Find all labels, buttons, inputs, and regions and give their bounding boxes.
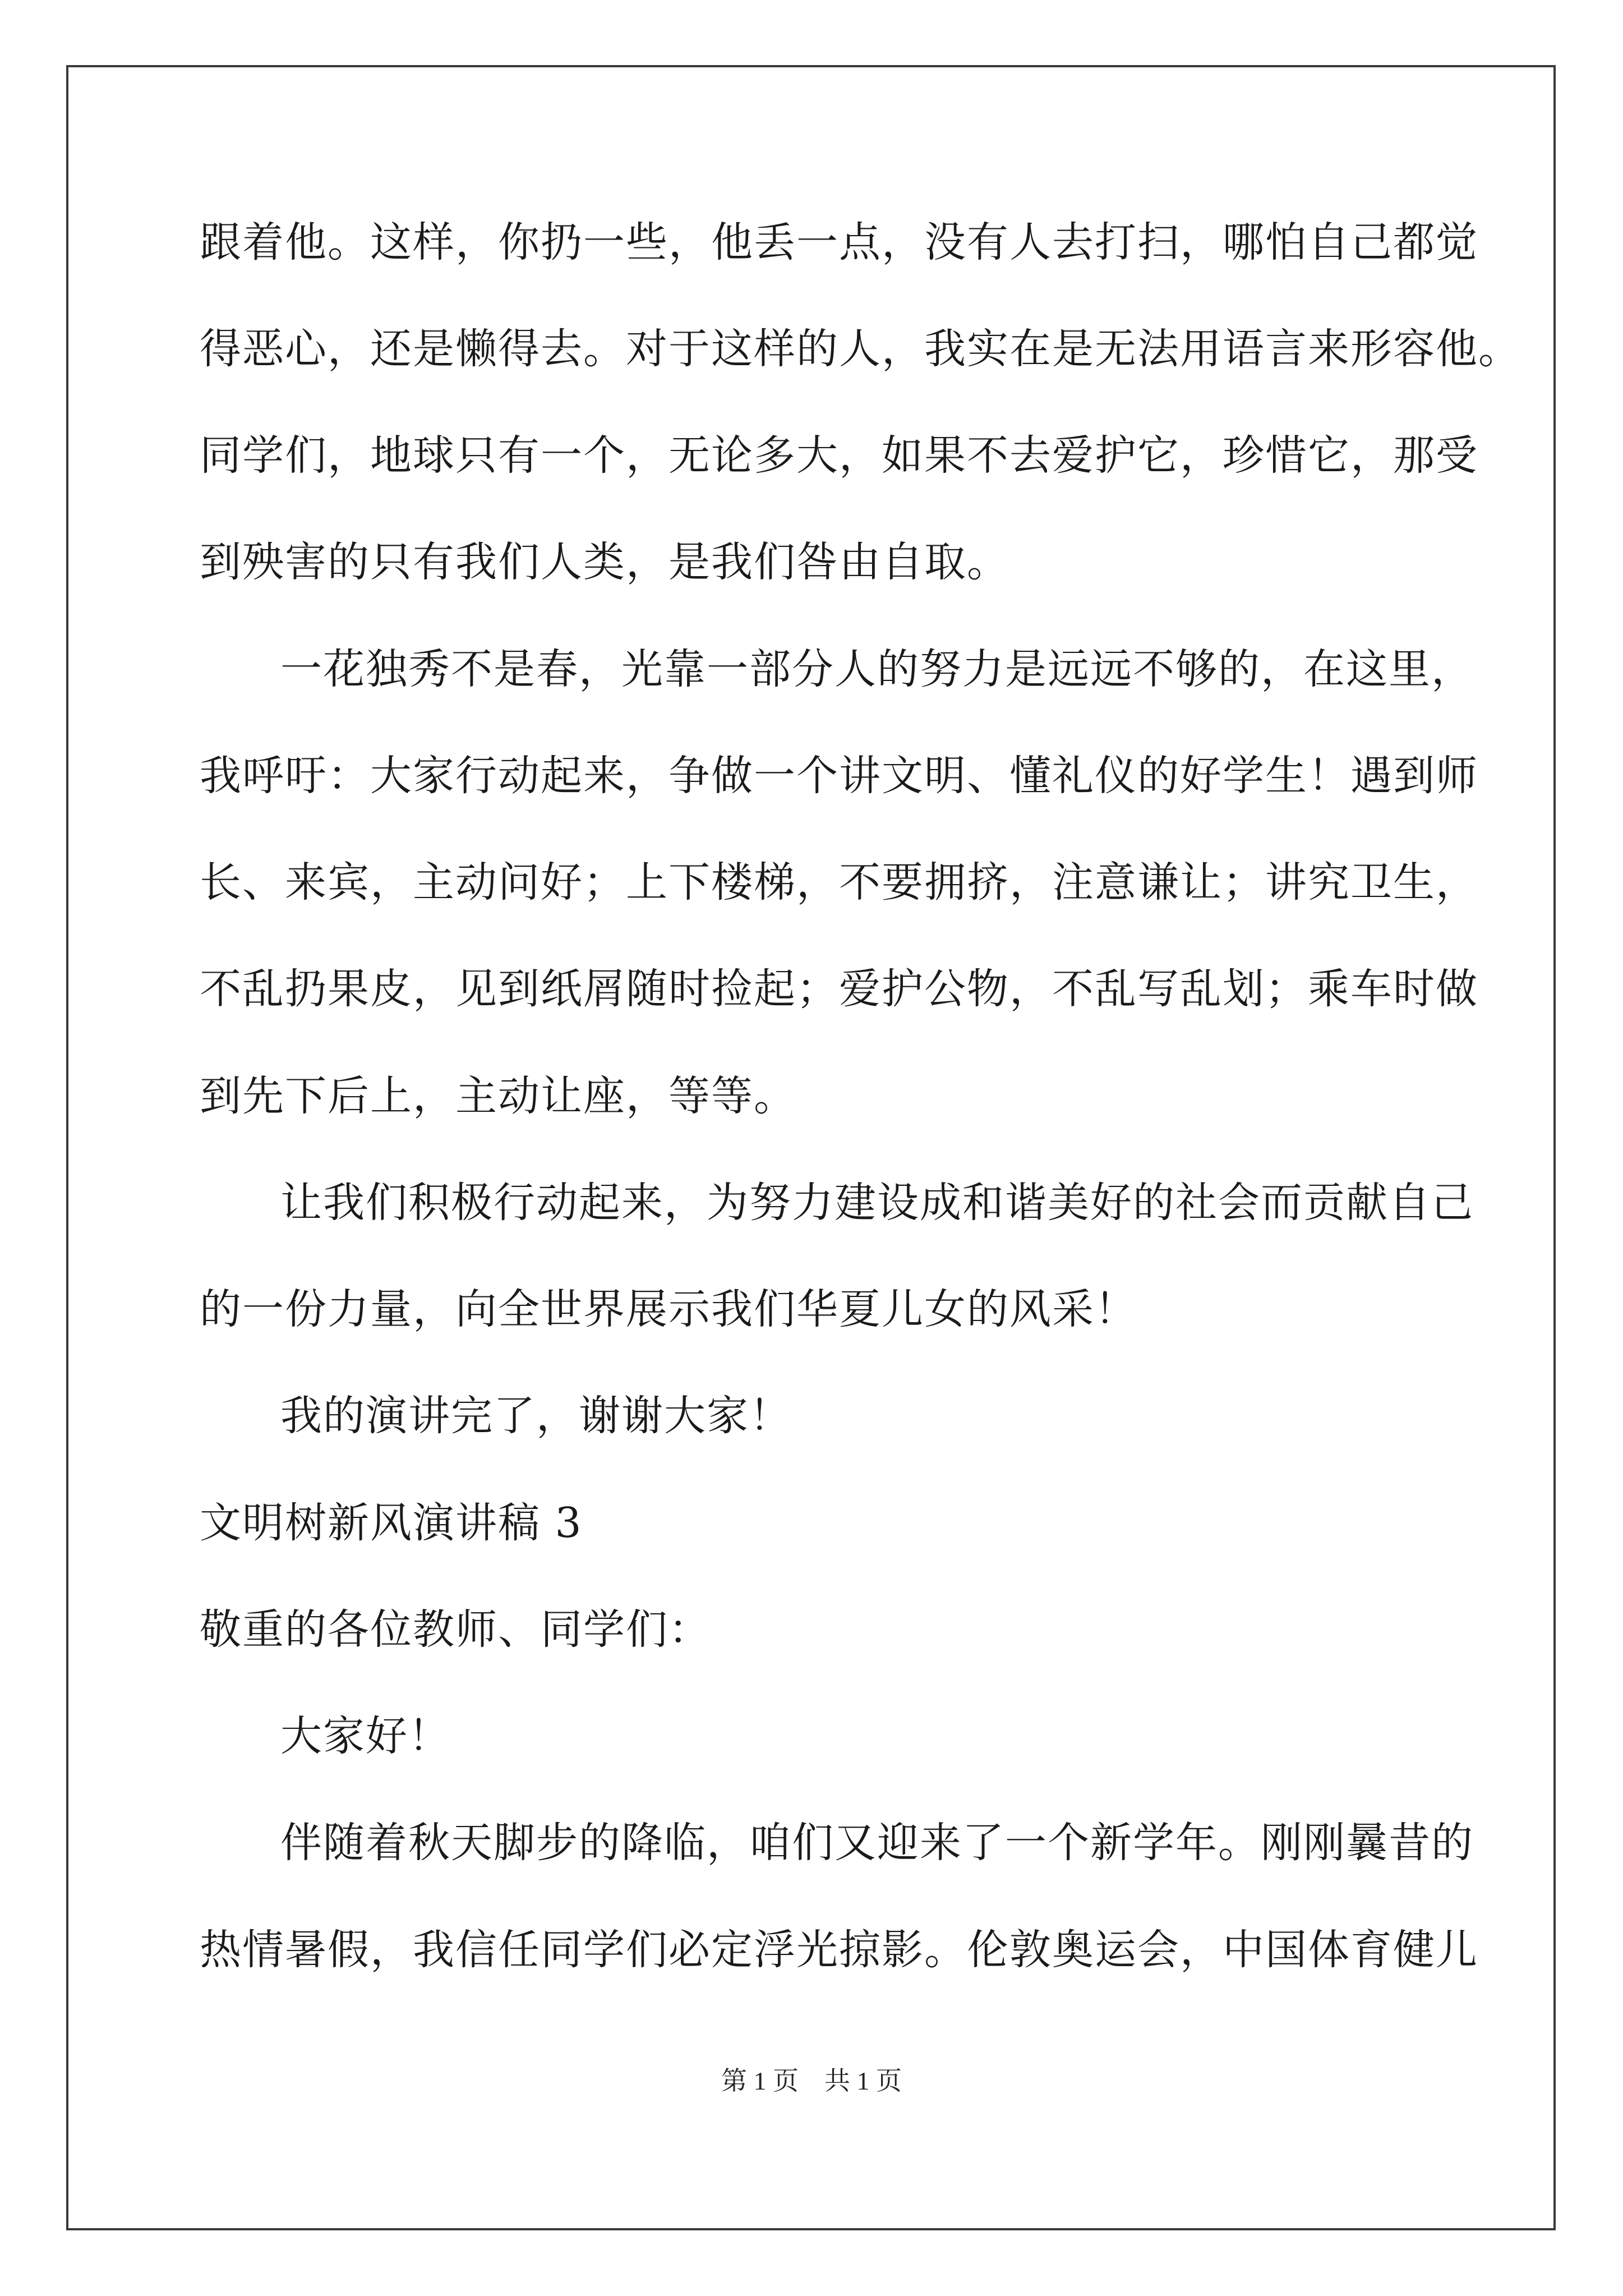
- body-line: 热情暑假，我信任同学们必定浮光掠影。伦敦奥运会，中国体育健儿: [200, 1926, 1478, 1974]
- body-line: 到先下后上，主动让座，等等。: [200, 1072, 796, 1120]
- paragraph-first-line: 一花独秀不是春，光靠一部分人的努力是远远不够的，在这里，: [280, 645, 1474, 693]
- body-line: 不乱扔果皮，见到纸屑随时捡起；爱护公物，不乱写乱划；乘车时做: [200, 965, 1478, 1013]
- body-line: 同学们，地球只有一个，无论多大，如果不去爱护它，珍惜它，那受: [200, 431, 1478, 480]
- page-number-footer: 第 1 页 共 1 页: [721, 2067, 902, 2095]
- paragraph-first-line: 让我们积极行动起来，为努力建设成和谐美好的社会而贡献自己: [280, 1179, 1474, 1227]
- section-title: 文明树新风演讲稿 3: [200, 1499, 583, 1547]
- body-line: 长、来宾，主动问好；上下楼梯，不要拥挤，注意谦让；讲究卫生，: [200, 858, 1478, 907]
- body-line: 我呼吁：大家行动起来，争做一个讲文明、懂礼仪的好学生！遇到师: [200, 752, 1478, 800]
- paragraph-first-line: 我的演讲完了，谢谢大家！: [280, 1392, 792, 1440]
- body-line: 的一份力量，向全世界展示我们华夏儿女的风采！: [200, 1285, 1137, 1333]
- salutation: 敬重的各位教师、同学们：: [200, 1605, 711, 1654]
- page-border: [66, 65, 1556, 2230]
- body-line: 得恶心，还是懒得去。对于这样的人，我实在是无法用语言来形容他。: [200, 325, 1521, 373]
- body-line: 到殃害的只有我们人类，是我们咎由自取。: [200, 538, 1009, 586]
- paragraph-first-line: 伴随着秋天脚步的降临，咱们又迎来了一个新学年。刚刚曩昔的: [280, 1819, 1474, 1867]
- greeting: 大家好！: [280, 1712, 451, 1760]
- body-line: 跟着他。这样，你扔一些，他丢一点，没有人去打扫，哪怕自己都觉: [200, 218, 1478, 266]
